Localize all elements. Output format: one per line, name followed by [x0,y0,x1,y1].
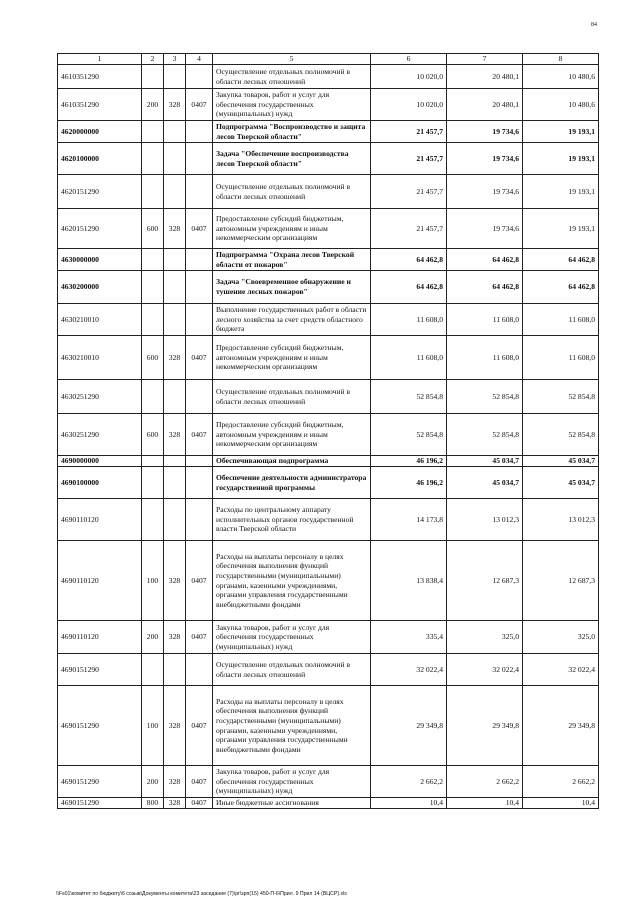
amount-year3-cell: 19 193,1 [523,175,599,209]
header-cell: 5 [213,54,371,65]
description-cell: Обеспечивающая подпрограмма [213,456,371,467]
target-code-cell: 4630210010 [58,304,142,336]
amount-year1-cell: 10 020,0 [371,89,447,121]
target-code-cell: 4630210010 [58,336,142,380]
table-row [58,414,599,456]
ministry-code-cell: 328 [164,621,186,654]
amount-year1-cell: 29 349,8 [371,686,447,766]
amount-year2-cell: 19 734,6 [447,175,523,209]
ministry-code-cell [164,654,186,686]
amount-year3-cell: 11 608,0 [523,336,599,380]
amount-year1-cell: 21 457,7 [371,209,447,249]
amount-year1-cell: 46 196,2 [371,467,447,499]
ministry-code-cell: 328 [164,336,186,380]
header-row [58,54,599,65]
target-code-cell: 4630200000 [58,271,142,304]
expense-type-cell: 600 [142,414,164,456]
ministry-code-cell [164,271,186,304]
amount-year1-cell: 11 608,0 [371,336,447,380]
expense-type-cell [142,271,164,304]
amount-year3-cell: 52 854,8 [523,414,599,456]
section-code-cell [186,654,213,686]
amount-year3-cell: 45 034,7 [523,456,599,467]
table-row [58,686,599,766]
table-row [58,456,599,467]
expense-type-cell [142,456,164,467]
target-code-cell: 4620100000 [58,143,142,175]
expense-type-cell [142,65,164,89]
target-code-cell: 4690151290 [58,686,142,766]
expense-type-cell [142,654,164,686]
table-row [58,621,599,654]
section-code-cell [186,249,213,271]
ministry-code-cell [164,456,186,467]
amount-year1-cell: 32 022,4 [371,654,447,686]
amount-year1-cell: 21 457,7 [371,143,447,175]
ministry-code-cell [164,304,186,336]
ministry-code-cell: 328 [164,541,186,621]
ministry-code-cell [164,467,186,499]
expense-type-cell: 100 [142,541,164,621]
expense-type-cell [142,467,164,499]
description-cell: Обеспечение деятельности администратора государственной программы [213,467,371,499]
amount-year2-cell: 32 022,4 [447,654,523,686]
target-code-cell: 4690151290 [58,654,142,686]
amount-year3-cell: 10 480,6 [523,89,599,121]
amount-year1-cell: 21 457,7 [371,121,447,143]
amount-year3-cell: 64 462,8 [523,249,599,271]
description-cell: Предоставление субсидий бюджетным, автономным учреждениям и иным некоммерческим организациям [213,414,371,456]
expense-type-cell: 800 [142,798,164,809]
target-code-cell: 4690110120 [58,541,142,621]
amount-year2-cell: 29 349,8 [447,686,523,766]
expense-type-cell: 100 [142,686,164,766]
description-cell: Выполнение государственных работ в области лесного хозяйства за счет средств областного бюджета [213,304,371,336]
description-cell: Закупка товаров, работ и услуг для обеспечения государственных (муниципальных) нужд [213,766,371,798]
target-code-cell: 4610351290 [58,89,142,121]
amount-year3-cell: 45 034,7 [523,467,599,499]
description-cell: Расходы на выплаты персоналу в целях обеспечения выполнения функций государственными (муниципальными) органами, казенными учреждениями, органами управления государственными внебюджетными фондами [213,541,371,621]
description-cell: Осуществление отдельных полномочий в области лесных отношений [213,65,371,89]
section-code-cell: 0407 [186,414,213,456]
amount-year2-cell: 12 687,3 [447,541,523,621]
description-cell: Закупка товаров, работ и услуг для обеспечения государственных (муниципальных) нужд [213,89,371,121]
section-code-cell [186,380,213,414]
expense-type-cell: 600 [142,209,164,249]
section-code-cell: 0407 [186,766,213,798]
table-body [58,65,599,809]
ministry-code-cell [164,175,186,209]
expense-type-cell: 200 [142,621,164,654]
amount-year2-cell: 325,0 [447,621,523,654]
section-code-cell [186,456,213,467]
amount-year3-cell: 19 193,1 [523,121,599,143]
amount-year1-cell: 10 020,0 [371,65,447,89]
ministry-code-cell [164,249,186,271]
amount-year1-cell: 46 196,2 [371,456,447,467]
amount-year1-cell: 11 608,0 [371,304,447,336]
target-code-cell: 4620151290 [58,175,142,209]
ministry-code-cell: 328 [164,414,186,456]
amount-year2-cell: 11 608,0 [447,336,523,380]
target-code-cell: 4690100000 [58,467,142,499]
target-code-cell: 4690110120 [58,499,142,541]
expense-type-cell [142,380,164,414]
section-code-cell: 0407 [186,336,213,380]
table-row [58,499,599,541]
expense-type-cell: 600 [142,336,164,380]
amount-year1-cell: 10,4 [371,798,447,809]
header-cell: 7 [447,54,523,65]
expense-type-cell [142,499,164,541]
description-cell: Осуществление отдельных полномочий в области лесных отношений [213,654,371,686]
description-cell: Осуществление отдельных полномочий в области лесных отношений [213,175,371,209]
amount-year2-cell: 64 462,8 [447,249,523,271]
amount-year1-cell: 335,4 [371,621,447,654]
header-cell: 4 [186,54,213,65]
section-code-cell: 0407 [186,621,213,654]
amount-year3-cell: 19 193,1 [523,209,599,249]
table-row [58,121,599,143]
description-cell: Предоставление субсидий бюджетным, автономным учреждениям и иным некоммерческим организациям [213,209,371,249]
description-cell: Подпрограмма "Охрана лесов Тверской области от пожаров" [213,249,371,271]
section-code-cell [186,304,213,336]
section-code-cell [186,121,213,143]
amount-year3-cell: 10 480,6 [523,65,599,89]
ministry-code-cell: 328 [164,798,186,809]
section-code-cell: 0407 [186,209,213,249]
expense-type-cell [142,143,164,175]
header-cell: 8 [523,54,599,65]
section-code-cell: 0407 [186,686,213,766]
ministry-code-cell [164,380,186,414]
amount-year3-cell: 12 687,3 [523,541,599,621]
amount-year1-cell: 14 173,8 [371,499,447,541]
table-row [58,65,599,89]
amount-year1-cell: 52 854,8 [371,414,447,456]
table-row [58,541,599,621]
amount-year2-cell: 19 734,6 [447,209,523,249]
description-cell: Задача "Обеспечение воспроизводства лесов Тверской области" [213,143,371,175]
description-cell: Закупка товаров, работ и услуг для обеспечения государственных (муниципальных) нужд [213,621,371,654]
amount-year2-cell: 19 734,6 [447,121,523,143]
header-cell: 3 [164,54,186,65]
amount-year2-cell: 13 012,3 [447,499,523,541]
target-code-cell: 4620151290 [58,209,142,249]
ministry-code-cell: 328 [164,209,186,249]
amount-year3-cell: 2 662,2 [523,766,599,798]
section-code-cell [186,143,213,175]
amount-year2-cell: 52 854,8 [447,380,523,414]
header-cell: 1 [58,54,142,65]
target-code-cell: 4690000000 [58,456,142,467]
table-row [58,271,599,304]
amount-year2-cell: 11 608,0 [447,304,523,336]
amount-year2-cell: 45 034,7 [447,456,523,467]
description-cell: Подпрограмма "Воспроизводство и защита лесов Тверской области" [213,121,371,143]
section-code-cell [186,65,213,89]
description-cell: Предоставление субсидий бюджетным, автономным учреждениям и иным некоммерческим организациям [213,336,371,380]
amount-year2-cell: 19 734,6 [447,143,523,175]
section-code-cell [186,175,213,209]
expense-type-cell [142,249,164,271]
amount-year3-cell: 52 854,8 [523,380,599,414]
table-row [58,175,599,209]
target-code-cell: 4690151290 [58,798,142,809]
target-code-cell: 4630251290 [58,380,142,414]
amount-year2-cell: 10,4 [447,798,523,809]
table-row [58,654,599,686]
target-code-cell: 4690110120 [58,621,142,654]
ministry-code-cell [164,65,186,89]
expense-type-cell: 200 [142,766,164,798]
ministry-code-cell [164,143,186,175]
page-number: 84 [591,22,597,28]
amount-year2-cell: 64 462,8 [447,271,523,304]
target-code-cell: 4690151290 [58,766,142,798]
amount-year3-cell: 64 462,8 [523,271,599,304]
ministry-code-cell [164,499,186,541]
table-row [58,467,599,499]
table-row [58,766,599,798]
description-cell: Расходы по центральному аппарату исполнительных органов государственной власти Тверской области [213,499,371,541]
amount-year3-cell: 29 349,8 [523,686,599,766]
section-code-cell: 0407 [186,541,213,621]
expense-type-cell [142,121,164,143]
amount-year1-cell: 21 457,7 [371,175,447,209]
target-code-cell: 4610351290 [58,65,142,89]
header-cell: 6 [371,54,447,65]
amount-year2-cell: 2 662,2 [447,766,523,798]
amount-year1-cell: 64 462,8 [371,249,447,271]
target-code-cell: 4630000000 [58,249,142,271]
ministry-code-cell [164,121,186,143]
table-row [58,380,599,414]
table-row [58,143,599,175]
expense-type-cell [142,175,164,209]
header-cell: 2 [142,54,164,65]
table-row [58,304,599,336]
amount-year3-cell: 325,0 [523,621,599,654]
section-code-cell: 0407 [186,89,213,121]
amount-year1-cell: 64 462,8 [371,271,447,304]
section-code-cell: 0407 [186,798,213,809]
amount-year3-cell: 19 193,1 [523,143,599,175]
amount-year1-cell: 52 854,8 [371,380,447,414]
amount-year2-cell: 52 854,8 [447,414,523,456]
description-cell: Иные бюджетные ассигнования [213,798,371,809]
amount-year2-cell: 20 480,1 [447,89,523,121]
file-path-footer: \\Fs01\комитет по бюджету\6 созыв\Документы комитета\23 заседание (7)\pr\зрп(15) 450-П-6\Прил. 9 Прил 14 (ВЦСР).xls [56,891,347,897]
section-code-cell [186,467,213,499]
target-code-cell: 4630251290 [58,414,142,456]
table-row [58,89,599,121]
expense-type-cell [142,304,164,336]
amount-year3-cell: 13 012,3 [523,499,599,541]
ministry-code-cell: 328 [164,686,186,766]
amount-year3-cell: 32 022,4 [523,654,599,686]
amount-year2-cell: 20 480,1 [447,65,523,89]
amount-year3-cell: 10,4 [523,798,599,809]
amount-year1-cell: 2 662,2 [371,766,447,798]
target-code-cell: 4620000000 [58,121,142,143]
expense-type-cell: 200 [142,89,164,121]
ministry-code-cell: 328 [164,89,186,121]
budget-table [57,53,599,809]
ministry-code-cell: 328 [164,766,186,798]
table-row [58,798,599,809]
table-row [58,249,599,271]
table-row [58,209,599,249]
table-row [58,336,599,380]
description-cell: Задача "Своевременное обнаружение и тушение лесных пожаров" [213,271,371,304]
amount-year2-cell: 45 034,7 [447,467,523,499]
section-code-cell [186,499,213,541]
section-code-cell [186,271,213,304]
amount-year1-cell: 13 838,4 [371,541,447,621]
description-cell: Осуществление отдельных полномочий в области лесных отношений [213,380,371,414]
amount-year3-cell: 11 608,0 [523,304,599,336]
description-cell: Расходы на выплаты персоналу в целях обеспечения выполнения функций государственными (муниципальными) органами, казенными учреждениями, органами управления государственными внебюджетными фондами [213,686,371,766]
